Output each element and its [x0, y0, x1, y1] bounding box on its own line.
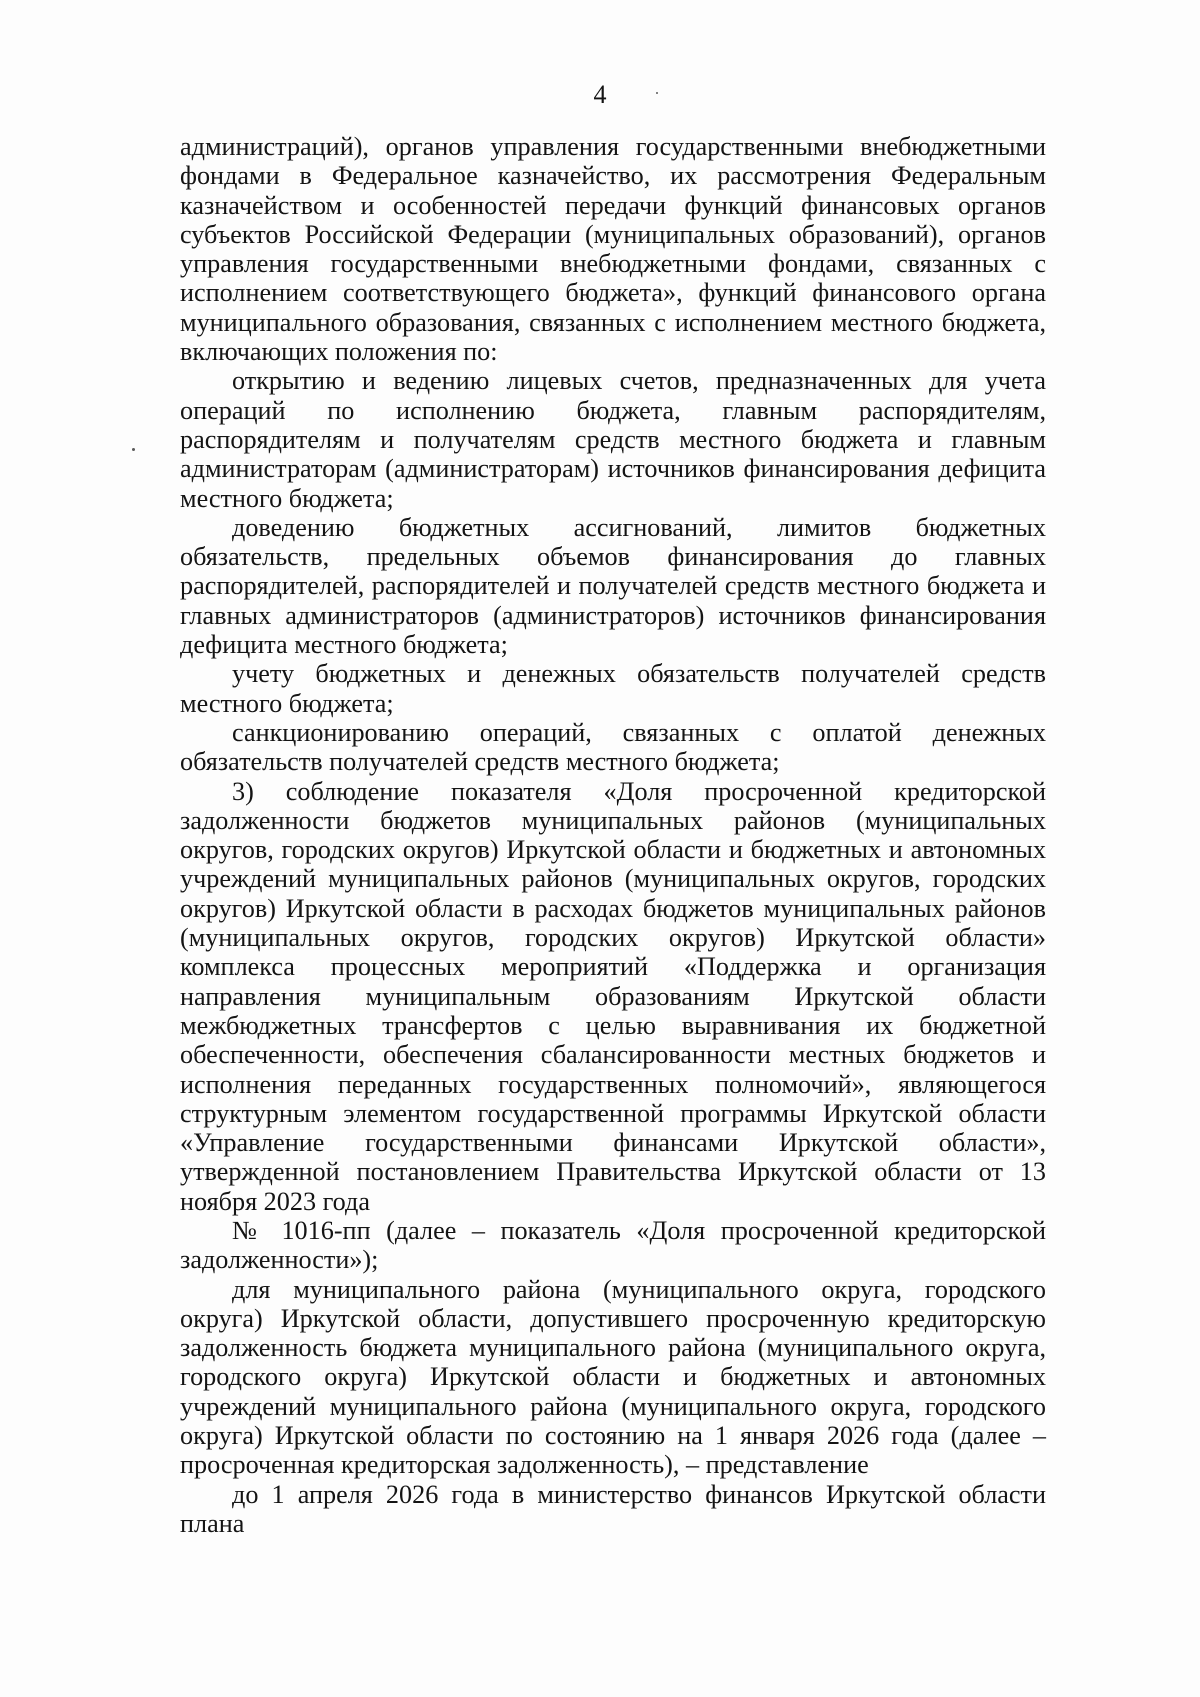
page-number: 4	[593, 80, 607, 109]
paragraph-sanctioning: санкционированию операций, связанных с оплатой денежных обязательств получателей средств местного бюджета;	[180, 717, 1046, 777]
document-body	[180, 132, 1046, 1538]
paragraph-intro: администраций), органов управления государственными внебюджетными фондами в Федеральное казначейство, их рассмотрения Федеральным казначейством и особенностей передачи функций финансовых органов субъектов Российской Федерации (муниципальных образований), органов управления государственными внебюджетными фондами, связанных с исполнением соответствующего бюджета», функций финансового органа муниципального образования, связанных с исполнением местного бюджета, включающих положения по:	[180, 132, 1046, 367]
paragraph-resolution-number: № 1016-пп (далее – показатель «Доля просроченной кредиторской задолженности»);	[180, 1215, 1046, 1275]
scan-speck	[132, 448, 135, 451]
paragraph-obligations: учету бюджетных и денежных обязательств получателей средств местного бюджета;	[180, 659, 1046, 718]
paragraph-municipality: для муниципального района (муниципального округа, городского округа) Иркутской области, допустившего просроченную кредиторскую задолженность бюджета муниципального района (муниципального округа, городского округа) Иркутской области и бюджетных и автономных учреждений муниципального района (муниципального округа, городского округа) Иркутской области по состоянию на 1 января 2026 года (далее – просроченная кредиторская задолженность), – представление	[180, 1274, 1046, 1480]
paragraph-deadline: до 1 апреля 2026 года в министерство финансов Иркутской области плана	[180, 1479, 1046, 1538]
scan-speck	[656, 92, 658, 94]
paragraph-indicator: 3) соблюдение показателя «Доля просроченной кредиторской задолженности бюджетов муниципальных районов (муниципальных округов, городских округов) Иркутской области и бюджетных и автономных учреждений муниципальных районов (муниципальных округов, городских округов) Иркутской области в расходах бюджетов муниципальных районов (муниципальных округов, городских округов) Иркутской области» комплекса процессных мероприятий «Поддержка и организация направления муниципальным образованиям Иркутской области межбюджетных трансфертов с целью выравнивания их бюджетной обеспеченности, обеспечения сбалансированности местных бюджетов и исполнения переданных государственных полномочий», являющегося структурным элементом государственной программы Иркутской области «Управление государственными финансами Иркутской области», утвержденной постановлением Правительства Иркутской области от 13 ноября 2023 года	[180, 776, 1046, 1216]
paragraph-allocations: доведению бюджетных ассигнований, лимитов бюджетных обязательств, предельных объемов финансирования до главных распорядителей, распорядителей и получателей средств местного бюджета и главных администраторов (администраторов) источников финансирования дефицита местного бюджета;	[180, 512, 1046, 660]
paragraph-accounts: открытию и ведению лицевых счетов, предназначенных для учета операций по исполнению бюджета, главным распорядителям, распорядителям и получателям средств местного бюджета и главным администраторам (администраторам) источников финансирования дефицита местного бюджета;	[180, 366, 1046, 513]
